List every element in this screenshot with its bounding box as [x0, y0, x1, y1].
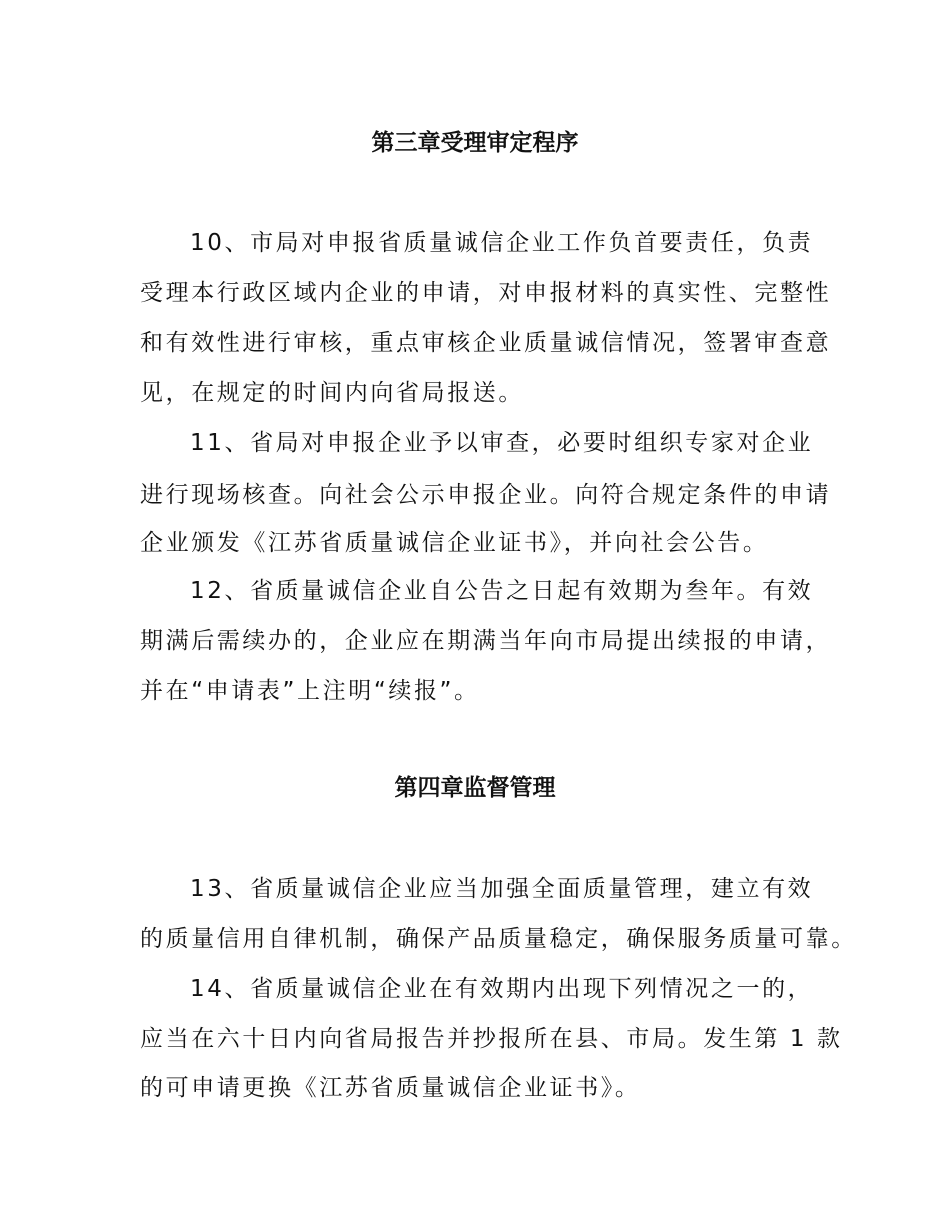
paragraph-10-line-4: 见，在规定的时间内向省局报送。 [140, 380, 524, 406]
paragraph-12-line-2: 期满后需续办的，企业应在期满当年向市局提出续报的申请， [140, 628, 832, 654]
chapter-3-title: 第三章受理审定程序 [371, 130, 579, 156]
paragraph-13-line-1: 13、省质量诚信企业应当加强全面质量管理，建立有效 [190, 876, 814, 902]
paragraph-10-line-1: 10、市局对申报省质量诚信企业工作负首要责任，负责 [190, 230, 814, 256]
paragraph-11-line-2: 进行现场核查。向社会公示申报企业。向符合规定条件的申请 [140, 482, 832, 508]
paragraph-12-line-1: 12、省质量诚信企业自公告之日起有效期为叁年。有效 [190, 578, 814, 604]
chapter-4-title: 第四章监督管理 [394, 775, 556, 801]
paragraph-11-line-3: 企业颁发《江苏省质量诚信企业证书》，并向社会公告。 [140, 530, 769, 556]
paragraph-14-line-1: 14、省质量诚信企业在有效期内出现下列情况之一的， [190, 976, 814, 1002]
paragraph-11-line-1: 11、省局对申报企业予以审查，必要时组织专家对企业 [190, 430, 814, 456]
paragraph-10-line-2: 受理本行政区域内企业的申请，对申报材料的真实性、完整性 [140, 280, 832, 306]
paragraph-14-line-3: 的可申请更换《江苏省质量诚信企业证书》。 [140, 1075, 641, 1101]
paragraph-13-line-2: 的质量信用自律机制，确保产品质量稳定，确保服务质量可靠。 [140, 926, 857, 952]
paragraph-10-line-3: 和有效性进行审核，重点审核企业质量诚信情况，签署审查意 [140, 330, 832, 356]
paragraph-14-line-2: 应当在六十日内向省局报告并抄报所在县、市局。发生第 1 款 [140, 1026, 843, 1052]
paragraph-12-line-3: 并在“申请表”上注明“续报”。 [140, 678, 480, 704]
